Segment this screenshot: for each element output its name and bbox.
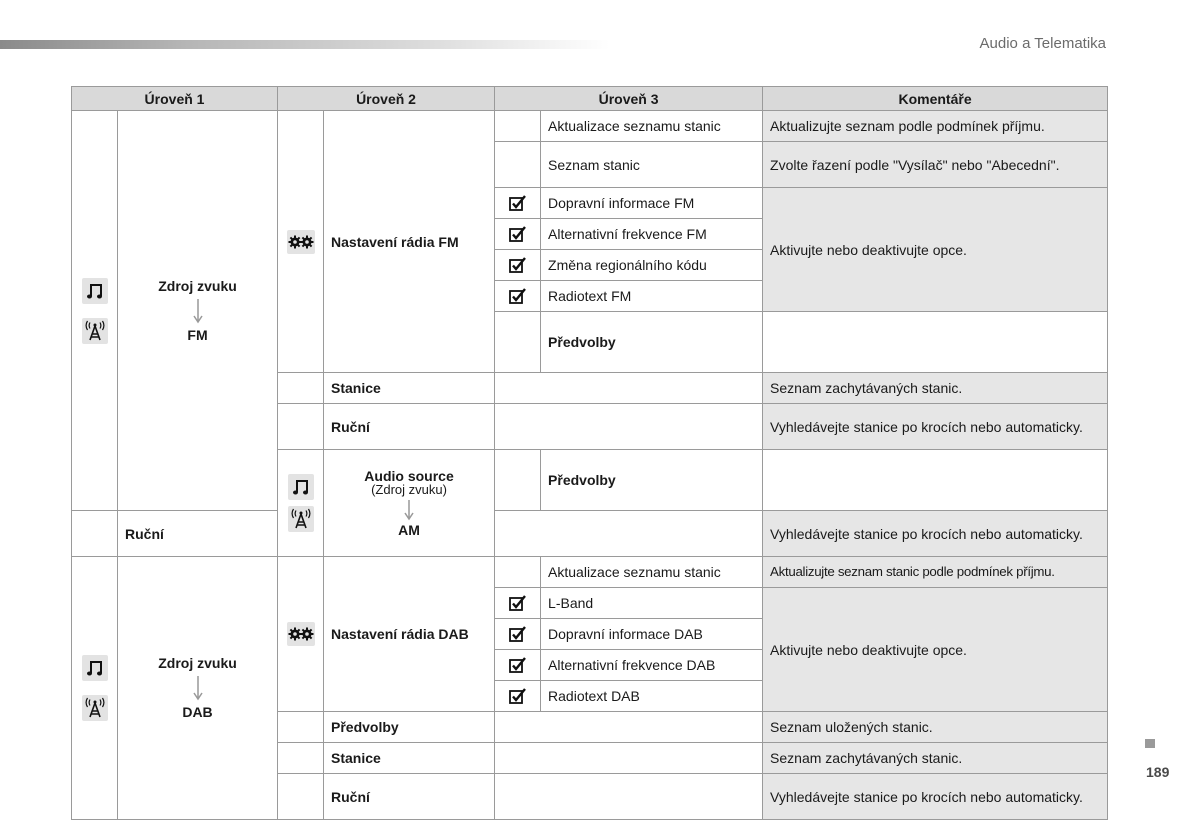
table-row — [72, 511, 1108, 557]
dab-option-item: L-Band — [541, 588, 763, 619]
table-header-row — [72, 87, 1108, 111]
fm-level1-cell — [118, 111, 278, 511]
checkbox-checked-icon — [495, 281, 541, 312]
fm-update-list-item: Aktualizace seznamu stanic — [541, 111, 763, 142]
dab-level1-target: DAB — [182, 704, 213, 720]
fm-presets-label: Předvolby — [541, 312, 763, 373]
dab-option-item: Dopravní informace DAB — [541, 619, 763, 650]
checkbox-checked-icon — [495, 650, 541, 681]
dab-update-list-comment: Aktualizujte seznam stanic podle podmínek příjmu. — [763, 557, 1108, 588]
chapter-title: Audio a Telematika — [979, 35, 1106, 52]
dab-presets-label: Předvolby — [324, 712, 495, 743]
table-row — [72, 111, 1108, 142]
empty-cell — [495, 774, 763, 820]
checkbox-checked-icon — [495, 250, 541, 281]
dab-presets-comment: Seznam uložených stanic. — [763, 712, 1108, 743]
col-header-level1: Úroveň 1 — [72, 87, 278, 111]
checkbox-checked-icon — [495, 188, 541, 219]
fm-options-comment: Aktivujte nebo deaktivujte opce. — [763, 188, 1108, 312]
empty-cell — [495, 712, 763, 743]
dab-update-list-item: Aktualizace seznamu stanic — [541, 557, 763, 588]
music-note-icon — [288, 474, 314, 500]
dab-level1-cell — [118, 557, 278, 820]
fm-station-list-comment: Zvolte řazení podle "Vysílač" nebo "Abecední". — [763, 142, 1108, 188]
empty-cell — [495, 743, 763, 774]
fm-station-list-item: Seznam stanic — [541, 142, 763, 188]
menu-structure-table — [71, 86, 1108, 820]
dab-icons-cell — [72, 557, 118, 820]
fm-settings-icon-cell — [278, 111, 324, 373]
antenna-icon — [288, 506, 314, 532]
dab-level1-label: Zdroj zvuku — [158, 655, 237, 671]
empty-cell — [495, 373, 763, 404]
am-level1-cell — [324, 450, 495, 557]
empty-cell — [278, 774, 324, 820]
checkbox-checked-icon — [495, 588, 541, 619]
table-row — [72, 557, 1108, 588]
am-level1-sub: (Zdroj zvuku) — [371, 482, 447, 497]
dab-options-comment: Aktivujte nebo deaktivujte opce. — [763, 588, 1108, 712]
empty-cell — [763, 450, 1108, 511]
dab-radio-settings-label: Nastavení rádia DAB — [324, 557, 495, 712]
fm-option-item: Změna regionálního kódu — [541, 250, 763, 281]
col-header-level3: Úroveň 3 — [495, 87, 763, 111]
am-level1-label: Audio source — [364, 468, 454, 484]
down-arrow-icon — [192, 675, 204, 701]
empty-cell — [278, 404, 324, 450]
fm-option-item: Dopravní informace FM — [541, 188, 763, 219]
am-manual-label: Ruční — [118, 511, 278, 557]
fm-stations-label: Stanice — [324, 373, 495, 404]
fm-stations-comment: Seznam zachytávaných stanic. — [763, 373, 1108, 404]
empty-cell — [495, 404, 763, 450]
am-level1-target: AM — [398, 522, 420, 538]
empty-cell — [495, 557, 541, 588]
fm-level1-label: Zdroj zvuku — [158, 277, 237, 294]
settings-gears-icon — [287, 230, 315, 254]
empty-cell — [495, 111, 541, 142]
empty-cell — [495, 312, 541, 373]
dab-stations-comment: Seznam zachytávaných stanic. — [763, 743, 1108, 774]
am-presets-label: Předvolby — [541, 450, 763, 511]
header-gradient-bar — [0, 40, 610, 49]
checkbox-checked-icon — [495, 681, 541, 712]
empty-cell — [278, 373, 324, 404]
col-header-level2: Úroveň 2 — [278, 87, 495, 111]
empty-cell — [495, 450, 541, 511]
fm-manual-label: Ruční — [324, 404, 495, 450]
page-number: 189 — [1146, 764, 1170, 780]
music-note-icon — [82, 655, 108, 681]
dab-settings-icon-cell — [278, 557, 324, 712]
checkbox-checked-icon — [495, 619, 541, 650]
down-arrow-icon — [403, 499, 415, 521]
antenna-icon — [82, 318, 108, 344]
fm-option-item: Alternativní frekvence FM — [541, 219, 763, 250]
dab-option-item: Radiotext DAB — [541, 681, 763, 712]
checkbox-checked-icon — [495, 219, 541, 250]
am-icons-cell — [278, 450, 324, 557]
fm-option-item: Radiotext FM — [541, 281, 763, 312]
fm-level1-target: FM — [187, 326, 208, 343]
dab-option-item: Alternativní frekvence DAB — [541, 650, 763, 681]
am-manual-comment: Vyhledávejte stanice po krocích nebo automaticky. — [763, 511, 1108, 557]
empty-cell — [278, 712, 324, 743]
fm-manual-comment: Vyhledávejte stanice po krocích nebo automaticky. — [763, 404, 1108, 450]
footer-marker — [1145, 739, 1155, 748]
empty-cell — [278, 743, 324, 774]
fm-update-list-comment: Aktualizujte seznam podle podmínek příjmu. — [763, 111, 1108, 142]
down-arrow-icon — [192, 298, 204, 324]
music-note-icon — [82, 278, 108, 304]
settings-gears-icon — [287, 622, 315, 646]
dab-stations-label: Stanice — [324, 743, 495, 774]
empty-cell — [495, 511, 763, 557]
antenna-icon — [82, 695, 108, 721]
empty-cell — [72, 511, 118, 557]
empty-cell — [763, 312, 1108, 373]
fm-radio-settings-label: Nastavení rádia FM — [324, 111, 495, 373]
dab-manual-label: Ruční — [324, 774, 495, 820]
fm-icons-cell — [72, 111, 118, 511]
dab-manual-comment: Vyhledávejte stanice po krocích nebo automaticky. — [763, 774, 1108, 820]
empty-cell — [495, 142, 541, 188]
col-header-comments: Komentáře — [763, 87, 1108, 111]
